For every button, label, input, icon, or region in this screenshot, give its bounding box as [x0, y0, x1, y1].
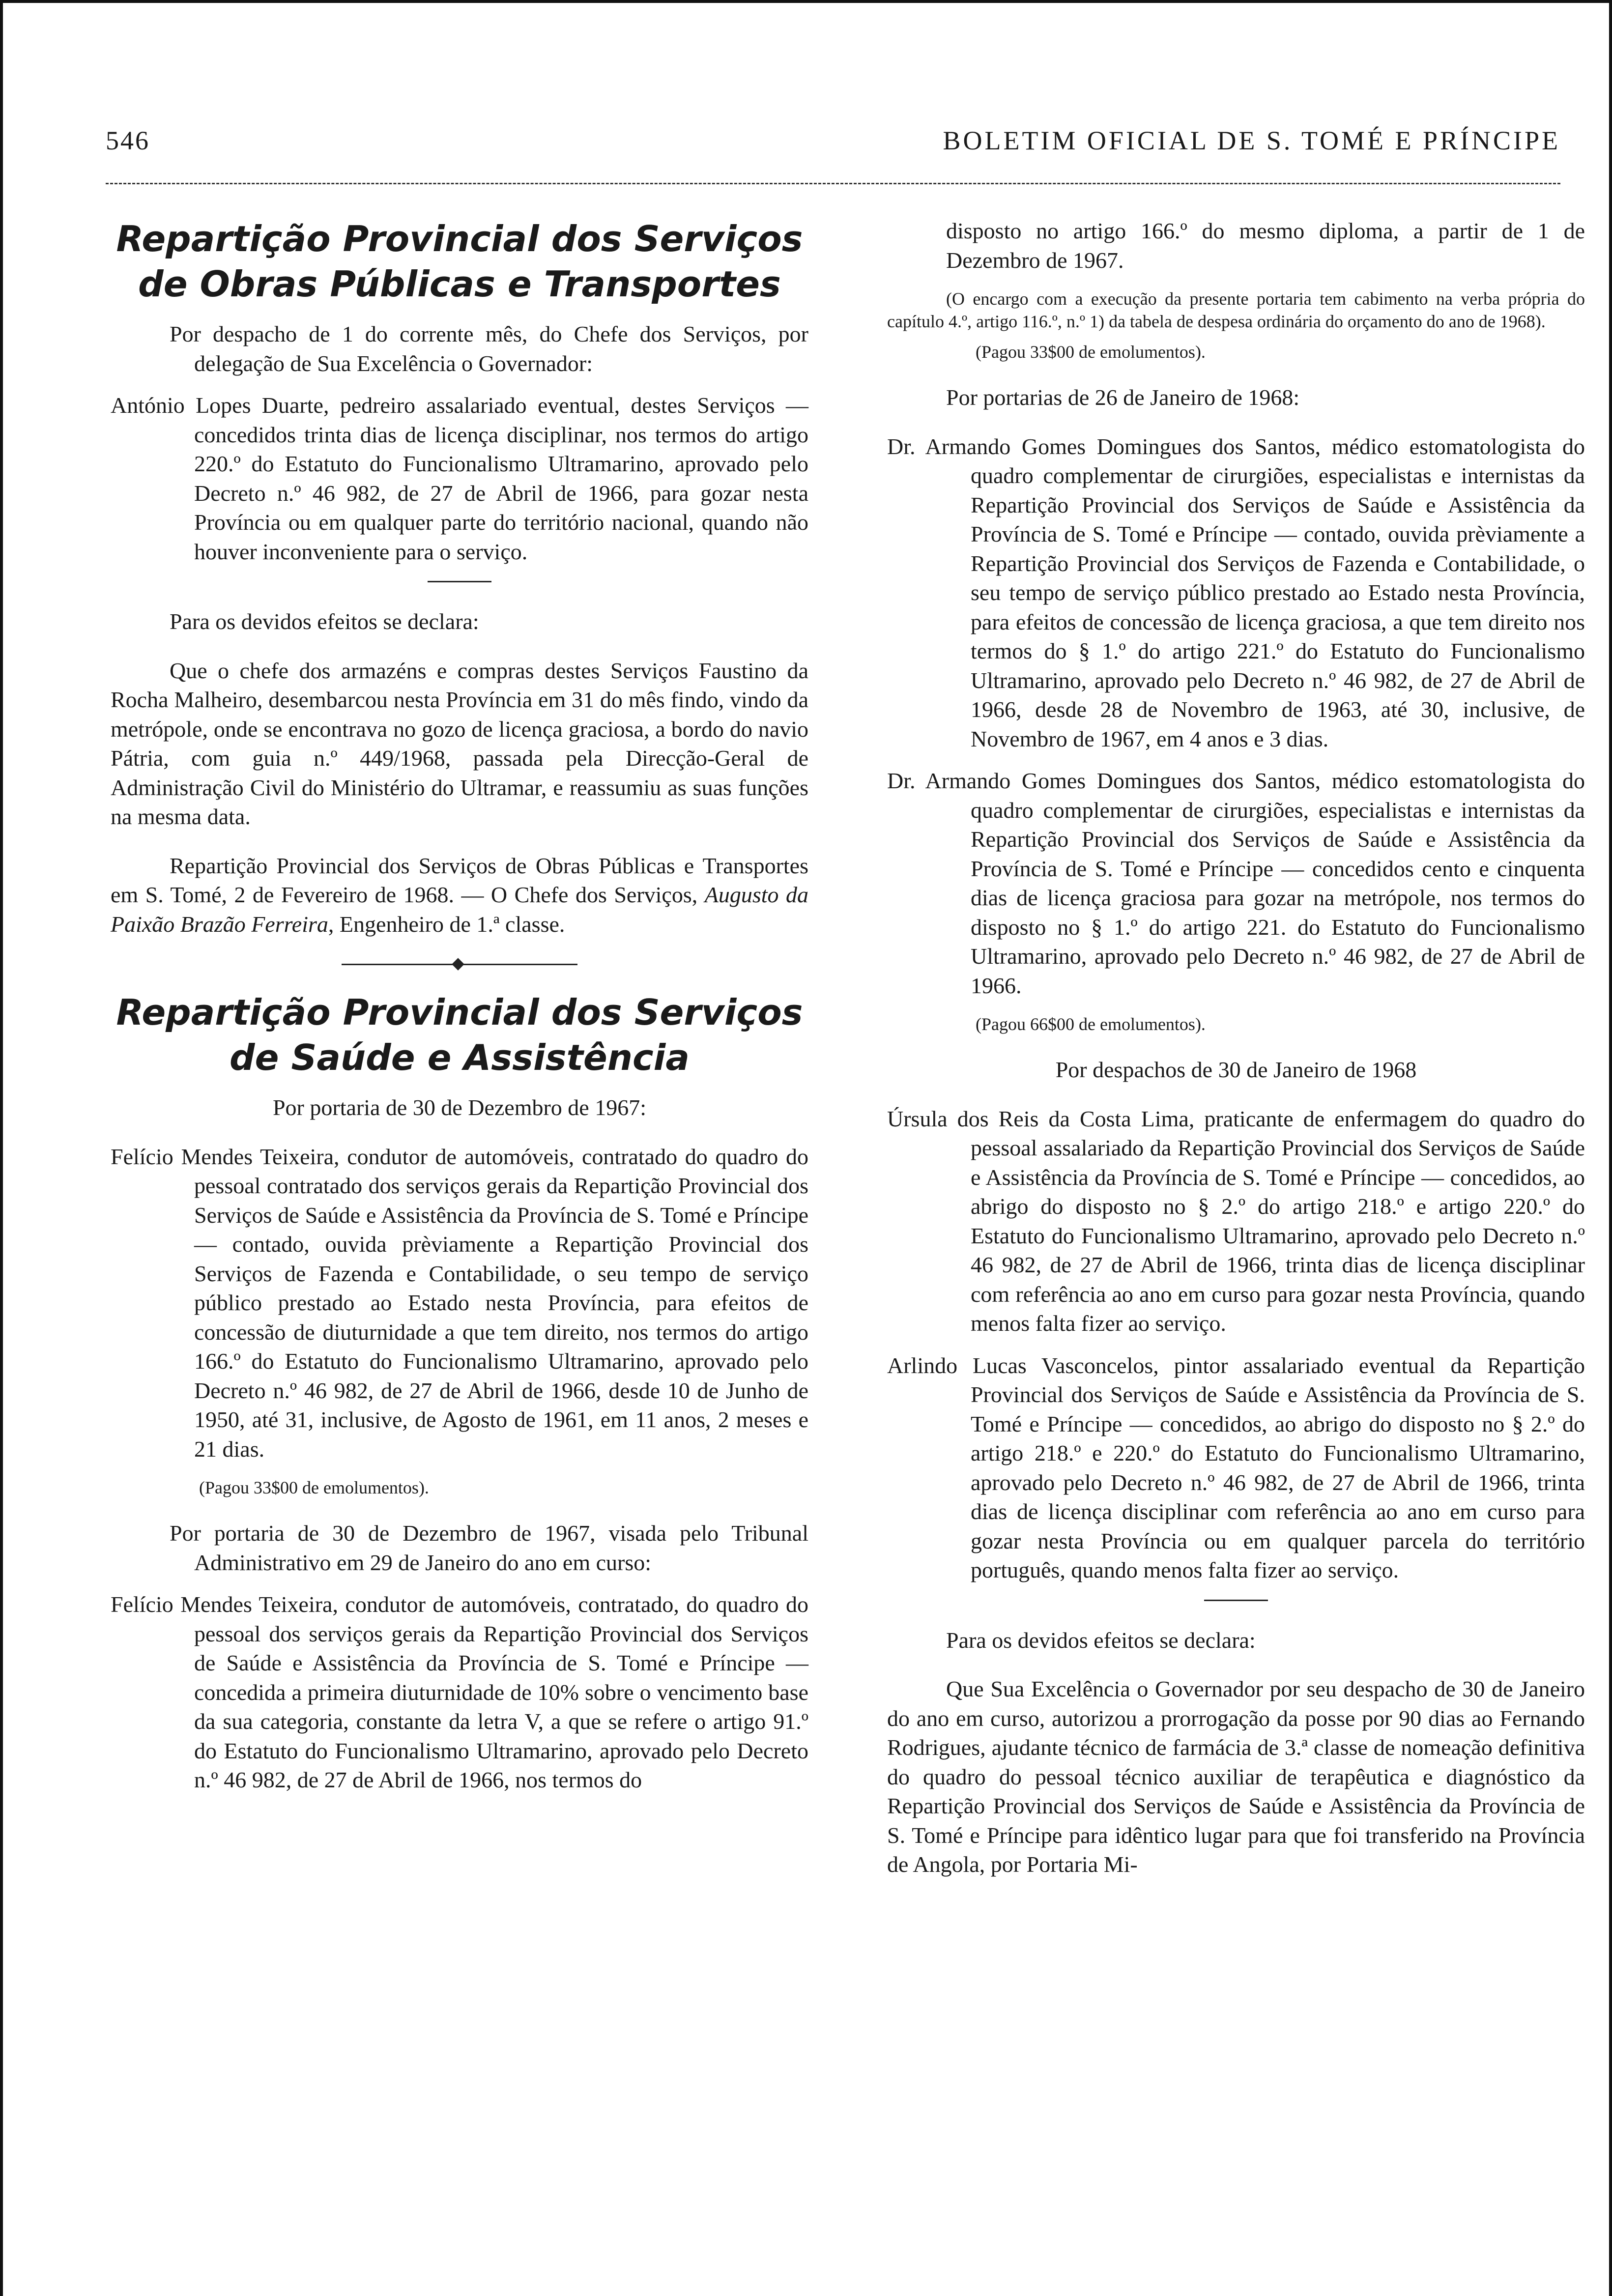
continuation-text: disposto no artigo 166.º do mesmo diploma, a partir de 1 de Dezembro de 1967.	[946, 218, 1585, 273]
entry-dr-armando-2: Dr. Armando Gomes Domingues dos Santos, médico estomatologista do quadro complementar de cirurgiões, especialistas e internistas da Repartição Provincial dos Serviços de Saúde e Assistência da Província de S. Tomé e Príncipe — concedidos cento e cinquenta dias de licença graciosa para gozar na metrópole, nos termos do disposto no § 1.º do artigo 221. do Estatuto do Funcionalismo Ultramarino, aprovado pelo Decreto n.º 46 982, de 27 de Abril de 1966.	[887, 768, 1585, 998]
page-frame-top	[0, 0, 1612, 3]
saude-portaria-1: Por portaria de 30 de Dezembro de 1967:	[272, 1095, 647, 1120]
diamond-separator	[342, 958, 577, 970]
entry-felicio-2: Felício Mendes Teixeira, condutor de automóveis, contratado, do quadro do pessoal dos serviços gerais da Repartição Provincial dos Serviços de Saúde e Assistência da Província de S. Tomé e Príncipe — concedida a primeira diuturnidade de 10% sobre o vencimento base da sua categoria, constante da letra V, a que se refere o artigo 91.º do Estatuto do Funcionalismo Ultramarino, aprovado pelo Decreto n.º 46 982, de 27 de Abril de 1966, nos termos do	[111, 1592, 808, 1792]
section-title-saude-line1: Repartição Provincial dos Serviços	[116, 992, 803, 1033]
entry-antonio: António Lopes Duarte, pedreiro assalariado eventual, destes Serviços — concedidos trinta dias de licença disciplinar, nos termos do artigo 220.º do Estatuto do Funcionalismo Ultramarino, aprovado pelo Decreto n.º 46 982, de 27 de Abril de 1966, para gozar nesta Província ou em qualquer parte do território nacional, quando não houver inconveniente para o serviço.	[111, 393, 808, 564]
page-frame-right	[1609, 0, 1612, 2296]
despachos-lead: Por despachos de 30 de Janeiro de 1968	[1055, 1057, 1417, 1082]
section-title-obras-line1: Repartição Provincial dos Serviços	[116, 218, 803, 259]
obras-lead: Por despacho de 1 do corrente mês, do Chefe dos Serviços, por delegação de Sua Excelência o Governador:	[170, 321, 808, 376]
right-column	[887, 216, 1585, 1899]
saude-portaria-2: Por portaria de 30 de Dezembro de 1967, visada pelo Tribunal Administrativo em 29 de Janeiro do ano em curso:	[170, 1521, 808, 1575]
section-title-saude	[111, 990, 808, 1080]
obras-que-chefe: Que o chefe dos armazéns e compras destes Serviços Faustino da Rocha Malheiro, desembarcou nesta Província em 31 do mês findo, vindo da metrópole, onde se encontrava no gozo de licença graciosa, a bordo do navio Pátria, com guia n.º 449/1968, passada pela Direcção-Geral de Administração Civil do Ministério do Ultramar, e reassumiu as suas funções na mesma data.	[111, 658, 808, 829]
page-frame-left	[0, 0, 3, 2296]
fee-note-3: (Pagou 66$00 de emolumentos).	[976, 1014, 1206, 1034]
entry-felicio-1: Felício Mendes Teixeira, condutor de automóveis, contratado do quadro do pessoal contratado dos serviços gerais da Repartição Provincial dos Serviços de Saúde e Assistência da Província de S. Tomé e Príncipe — contado, ouvida prèviamente a Repartição Provincial dos Serviços de Fazenda e Contabilidade, o seu tempo de serviço público prestado ao Estado nesta Província, para efeitos de concessão de diuturnidade a que tem direito, nos termos do artigo 166.º do Estatuto do Funcionalismo Ultramarino, aprovado pelo Decreto n.º 46 982, de 27 de Abril de 1966, desde 10 de Junho de 1950, até 31, inclusive, de Agosto de 1961, em 11 anos, 2 meses e 21 dias.	[111, 1144, 808, 1462]
encargo-note: (O encargo com a execução da presente portaria tem cabimento na verba própria do capítulo 4.º, artigo 116.º, n.º 1) da tabela de despesa ordinária do orçamento do ano de 1968).	[887, 289, 1585, 331]
signature-suffix: , Engenheiro de 1.ª classe.	[328, 911, 565, 937]
obras-signature	[111, 851, 808, 939]
diamond-icon	[452, 958, 464, 970]
left-column	[111, 216, 808, 1808]
section-title-obras-line2: de Obras Públicas e Transportes	[138, 263, 781, 305]
entry-ursula: Úrsula dos Reis da Costa Lima, praticante de enfermagem do quadro do pessoal assalariado da Repartição Provincial dos Serviços de Saúde e Assistência da Província de S. Tomé e Príncipe — concedidos, ao abrigo do disposto no § 2.º do artigo 218.º e artigo 220.º do Estatuto do Funcionalismo Ultramarino, aprovado pelo Decreto n.º 46 982, de 27 de Abril de 1966, trinta dias de licença disciplinar com referência ao ano em curso para gozar nesta Província, quando menos falta fizer ao serviço.	[887, 1106, 1585, 1336]
saude-declara: Para os devidos efeitos se declara:	[946, 1627, 1256, 1653]
obras-declara: Para os devidos efeitos se declara:	[170, 609, 479, 634]
running-title: BOLETIM OFICIAL DE S. TOMÉ E PRÍNCIPE	[943, 126, 1560, 155]
separator-rule	[428, 581, 491, 582]
entry-arlindo: Arlindo Lucas Vasconcelos, pintor assalariado eventual da Repartição Provincial dos Serviços de Saúde e Assistência da Província de S. Tomé e Príncipe — concedidos, ao abrigo do disposto no § 2.º do artigo 218.º e 220.º do Estatuto do Funcionalismo Ultramarino, aprovado pelo Decreto n.º 46 982, de 27 de Abril de 1966, trinta dias de licença disciplinar com referência ao ano em curso para gozar nesta Província ou em qualquer parcela do território português, quando menos falta fizer ao serviço.	[887, 1352, 1585, 1582]
entry-dr-armando-1: Dr. Armando Gomes Domingues dos Santos, médico estomatologista do quadro complementar de cirurgiões, especialistas e internistas da Repartição Provincial dos Serviços de Saúde e Assistência da Província de S. Tomé e Príncipe — contado, ouvida prèviamente a Repartição Provincial dos Serviços de Fazenda e Contabilidade, o seu tempo de serviço público prestado ao Estado nesta Província, para efeitos de concessão de licença graciosa, a que tem direito nos termos do § 1.º do artigo 221.º do Estatuto do Funcionalismo Ultramarino, aprovado pelo Decreto n.º 46 982, de 27 de Abril de 1966, desde 28 de Novembro de 1963, até 30, inclusive, de Novembro de 1967, em 4 anos e 3 dias.	[887, 433, 1585, 751]
signature-name: Augusto da Paixão Brazão Ferreira	[111, 882, 808, 937]
entry-que-sua: Que Sua Excelência o Governador por seu despacho de 30 de Janeiro do ano em curso, autorizou a prorrogação da posse por 90 dias ao Fernando Rodrigues, ajudante técnico de farmácia de 3.ª classe de nomeação definitiva do quadro do pessoal técnico auxiliar de terapêutica e diagnóstico da Repartição Provincial dos Serviços de Saúde e Assistência da Província de S. Tomé e Príncipe para idêntico lugar para que foi transferido na Província de Angola, por Portaria Mi-	[887, 1676, 1585, 1877]
page-header	[106, 125, 1560, 165]
signature-prefix: Repartição Provincial dos Serviços de Obras Públicas e Transportes em S. Tomé, 2 de Fevereiro de 1968. — O Chefe dos Serviços,	[111, 853, 808, 907]
fee-note-2: (Pagou 33$00 de emolumentos).	[976, 342, 1206, 362]
section-title-obras	[111, 216, 808, 307]
header-rule	[106, 183, 1560, 184]
separator-rule-right	[1204, 1600, 1268, 1601]
section-title-saude-line2: de Saúde e Assistência	[230, 1037, 690, 1078]
portarias-lead: Por portarias de 26 de Janeiro de 1968:	[946, 385, 1300, 410]
fee-note-1: (Pagou 33$00 de emolumentos).	[199, 1478, 429, 1497]
page-number: 546	[106, 126, 150, 155]
